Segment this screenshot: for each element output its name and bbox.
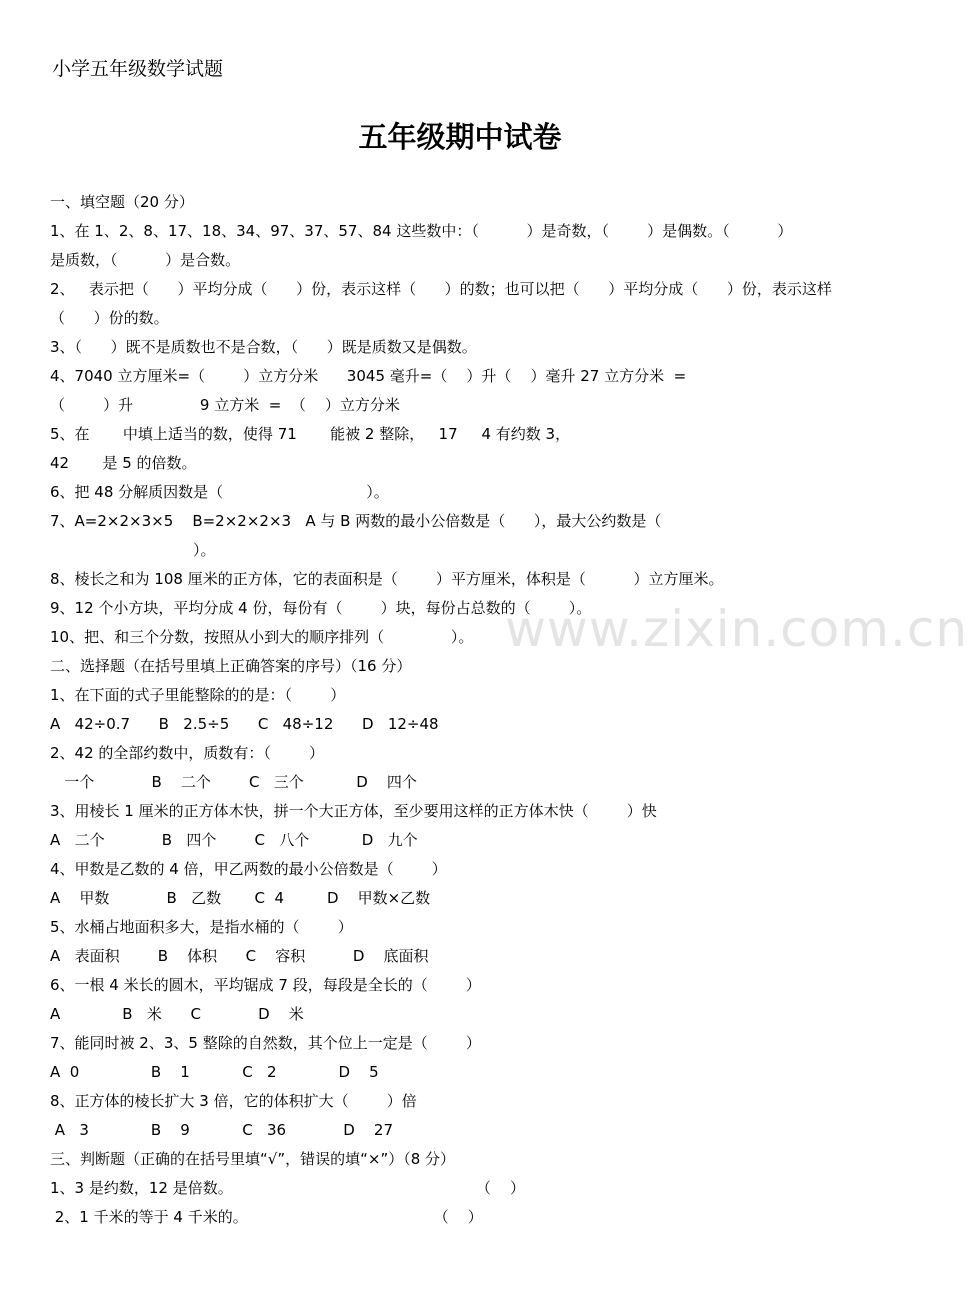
question-line: 3、用棱长 1 厘米的正方体木快，拼一个大正方体，至少要用这样的正方体木快（ ）快 xyxy=(50,802,657,820)
option-line: A 0 B 1 C 2 D 5 xyxy=(50,1063,379,1081)
section-heading: 二、选择题（在括号里填上正确答案的序号）（16 分） xyxy=(50,657,412,675)
watermark: www.zixin.com.cn xyxy=(505,600,968,658)
section-heading: 一、填空题（20 分） xyxy=(50,193,194,211)
question-line: 42 是 5 的倍数。 xyxy=(50,454,197,472)
question-line: 4、甲数是乙数的 4 倍，甲乙两数的最小公倍数是（ ） xyxy=(50,860,447,878)
option-line: A 42÷0.7 B 2.5÷5 C 48÷12 D 12÷48 xyxy=(50,715,439,733)
question-line: 6、把 48 分解质因数是（ ）。 xyxy=(50,483,389,501)
exam-content xyxy=(50,188,880,1232)
question-line: 7、能同时被 2、3、5 整除的自然数，其个位上一定是（ ） xyxy=(50,1034,481,1052)
option-line: A 3 B 9 C 36 D 27 xyxy=(50,1121,394,1139)
question-line: 是质数，（ ）是合数。 xyxy=(50,251,241,269)
option-line: A 表面积 B 体积 C 容积 D 底面积 xyxy=(50,947,429,965)
question-line: （ ）份的数。 xyxy=(50,309,169,327)
question-line: 1、在下面的式子里能整除的的是：（ ） xyxy=(50,686,346,704)
question-line: 2、1 千米的等于 4 千米的。 （ ） xyxy=(50,1208,483,1226)
question-line: 1、3 是约数，12 是倍数。 （ ） xyxy=(50,1179,525,1197)
question-line: 5、水桶占地面积多大，是指水桶的（ ） xyxy=(50,918,353,936)
question-line: 2、42 的全部约数中，质数有：（ ） xyxy=(50,744,325,762)
question-line: 1、在 1、2、8、17、18、34、97、37、57、84 这些数中：（ ）是奇数，（ ）是偶数。（ ） xyxy=(50,222,793,240)
question-line: （ ）升 9 立方米 = （ ）立方分米 xyxy=(50,396,400,414)
question-line: 5、在 中填上适当的数，使得 71 能被 2 整除， 17 4 有约数 3， xyxy=(50,425,571,443)
option-line: 一个 B 二个 C 三个 D 四个 xyxy=(50,773,417,791)
question-line: 10、把、和三个分数，按照从小到大的顺序排列（ ）。 xyxy=(50,628,474,646)
option-line: A B 米 C D 米 xyxy=(50,1005,304,1023)
question-line: 8、正方体的棱长扩大 3 倍，它的体积扩大（ ）倍 xyxy=(50,1092,417,1110)
section-heading: 三、判断题（正确的在括号里填“√”，错误的填“×”）（8 分） xyxy=(50,1150,456,1168)
question-line: 2、 表示把（ ）平均分成（ ）份，表示这样（ ）的数；也可以把（ ）平均分成（ ）份，表示这样 xyxy=(50,280,832,298)
page-header: 小学五年级数学试题 xyxy=(52,58,224,80)
question-line: 3、（ ）既不是质数也不是合数，（ ）既是质数又是偶数。 xyxy=(50,338,477,356)
question-line: 9、12 个小方块，平均分成 4 份，每份有（ ）块，每份占总数的（ ）。 xyxy=(50,599,592,617)
question-line: 7、A=2×2×3×5 B=2×2×2×3 A 与 B 两数的最小公倍数是（ ），最大公约数是（ xyxy=(50,512,662,530)
page-title: 五年级期中试卷 xyxy=(358,120,562,154)
option-line: A 二个 B 四个 C 八个 D 九个 xyxy=(50,831,418,849)
question-line: 8、棱长之和为 108 厘米的正方体，它的表面积是（ ）平方厘米，体积是（ ）立方厘米。 xyxy=(50,570,724,588)
option-line: A 甲数 B 乙数 C 4 D 甲数×乙数 xyxy=(50,889,431,907)
question-line: ）。 xyxy=(50,541,216,559)
question-line: 6、一根 4 米长的圆木，平均锯成 7 段，每段是全长的（ ） xyxy=(50,976,481,994)
question-line: 4、7040 立方厘米=（ ）立方分米 3045 毫升=（ ）升（ ）毫升 27 立方分米 = xyxy=(50,367,687,385)
